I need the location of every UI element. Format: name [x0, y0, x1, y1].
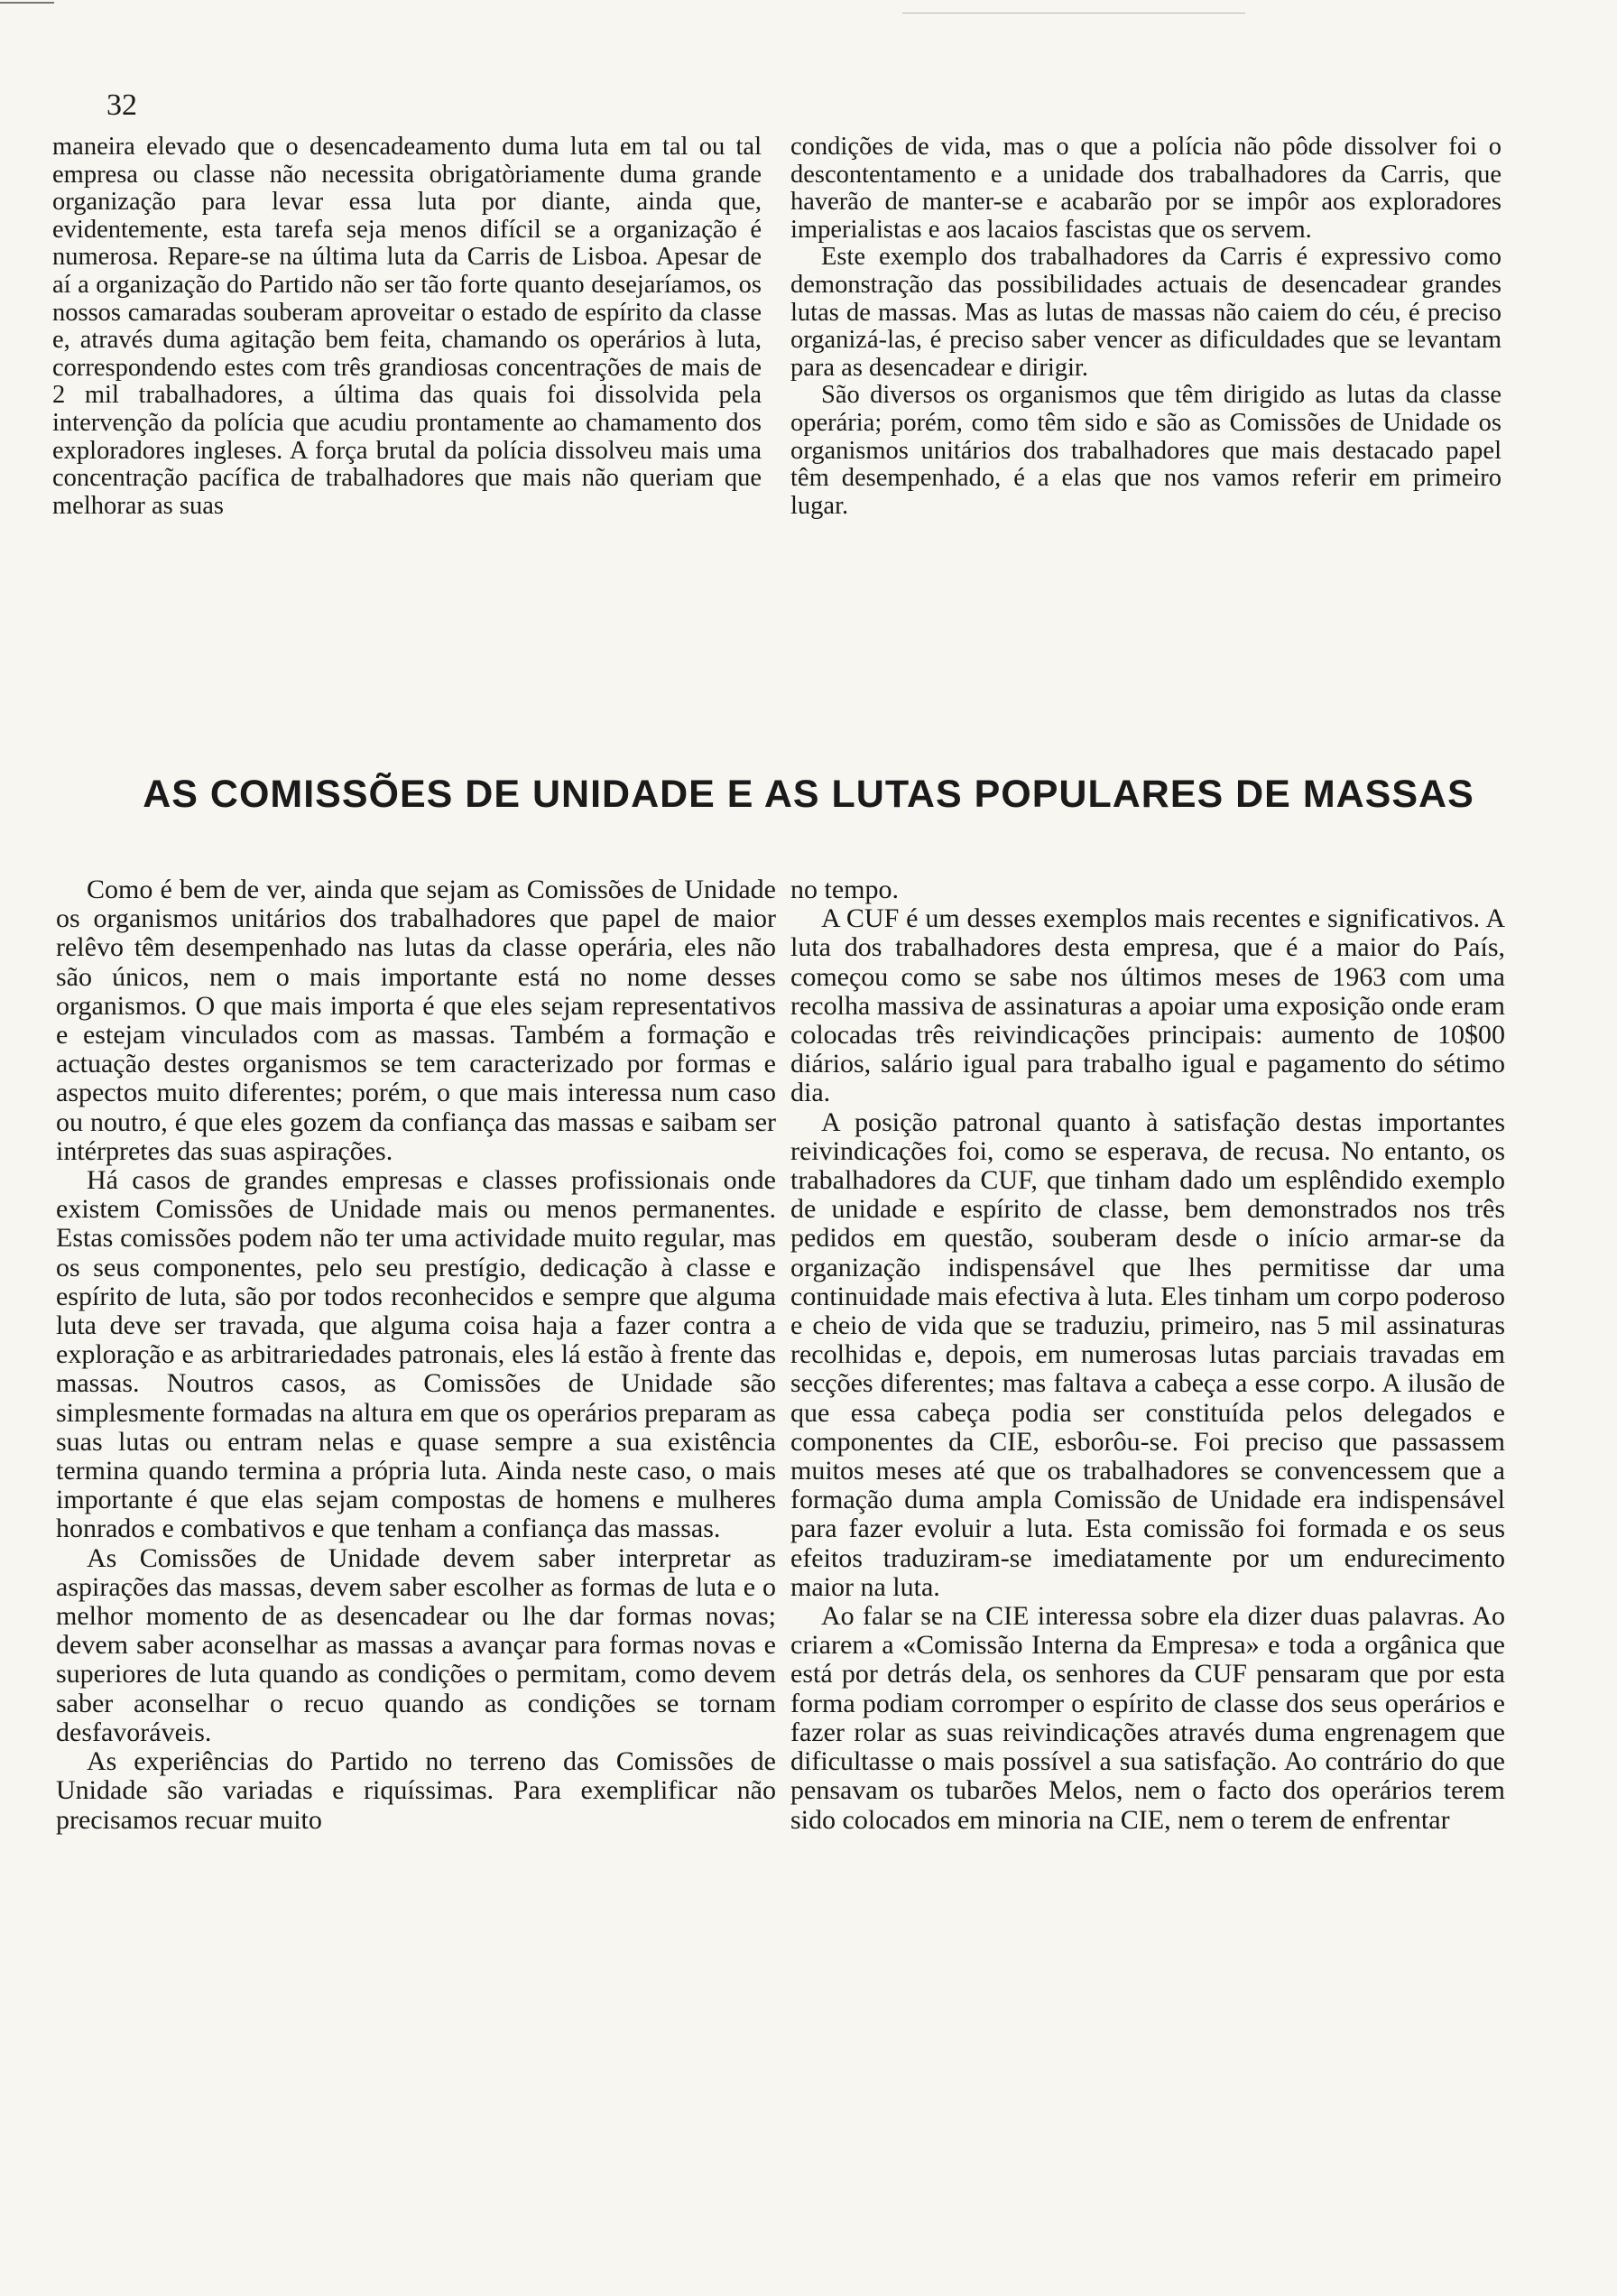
- top-right-column: [790, 134, 1502, 520]
- scan-edge-mark: [0, 2, 54, 4]
- paragraph: A posição patronal quanto à satisfação destas importantes reivindicações foi, como se esperava, de recusa. No entanto, os trabalhadores da CUF, que tinham dado um esplêndido exemplo de unidade e espírito de classe, bem demonstrados nos três pedidos em questão, souberam desde o início armar-se da organização indispensável que lhes permitisse dar uma continuidade mais efectiva à luta. Eles tinham um corpo poderoso e cheio de vida que se traduziu, primeiro, nas 5 mil assinaturas recolhidas e, depois, em numerosas lutas parciais travadas em secções diferentes; mas faltava a cabeça a esse corpo. A ilusão de que essa cabeça podia ser constituída pelos delegados e componentes da CIE, esborôu-se. Foi preciso que passassem muitos meses até que os trabalhadores se convencessem que a formação duma ampla Comissão de Unidade era indispensável para fazer evoluir a luta. Esta comissão foi formada e os seus efeitos traduziram-se imediatamente por um endurecimento maior na luta.: [790, 1106, 1505, 1602]
- paragraph: Este exemplo dos trabalhadores da Carris é expressivo como demonstração das possibilidades actuais de desencadear grandes lutas de massas. Mas as lutas de massas não caiem do céu, é preciso organizá-las, é preciso saber vencer as dificuldades que se levantam para as desencadear e dirigir.: [790, 243, 1502, 382]
- top-rule: [902, 13, 1245, 14]
- paragraph: Como é bem de ver, ainda que sejam as Comissões de Unidade os organismos unitários dos trabalhadores que papel de maior relêvo têm desempenhado nas lutas da classe operária, eles não são únicos, nem o mais importante está no nome desses organismos. O que mais importa é que eles sejam representativos e estejam vinculados com as massas. Também a formação e actuação destes organismos se tem caracterizado por formas e aspectos muito diferentes; porém, o que mais interessa num caso ou noutro, é que eles gozem da confiança das massas e saibam ser intérpretes das suas aspirações.: [56, 875, 776, 1166]
- page-number: 32: [106, 88, 137, 122]
- paragraph: Há casos de grandes empresas e classes profissionais onde existem Comissões de Unidade mais ou menos permanentes. Estas comissões podem não ter uma actividade muito regular, mas os seus componentes, pelo seu prestígio, dedicação à classe e espírito de luta, são por todos reconhecidos e sempre que alguma luta deve ser travada, que alguma coisa haja a fazer contra a exploração e as arbitrariedades patronais, eles lá estão à frente das massas. Noutros casos, as Comissões de Unidade são simplesmente formadas na altura em que os operários preparam as suas lutas ou entram nelas e quase sempre a sua existência termina quando termina a própria luta. Ainda neste caso, o mais importante é que elas sejam compostas de homens e mulheres honrados e combativos e que tenham a confiança das massas.: [56, 1165, 776, 1544]
- paragraph: As Comissões de Unidade devem saber interpretar as aspirações das massas, devem saber escolher as formas de luta e o melhor momento de as desencadear ou lhe dar formas novas; devem saber aconselhar as massas a avançar para formas novas e superiores de luta quando as condições o permitam, como devem saber aconselhar o recuo quando as condições se tornam desfavoráveis.: [56, 1542, 776, 1747]
- paragraph: Ao falar se na CIE interessa sobre ela dizer duas palavras. Ao criarem a «Comissão Interna da Empresa» e toda a orgânica que está por detrás dela, os senhores da CUF pensaram que por esta forma podiam corromper o espírito de classe dos seus operários e fazer rolar as suas reivindicações através duma engrenagem que dificultasse o mais possível a sua satisfação. Ao contrário do que pensavam os tubarões Melos, nem o facto dos operários terem sido colocados em minoria na CIE, nem o terem de enfrentar: [790, 1601, 1505, 1835]
- section-heading: AS COMISSÕES DE UNIDADE E AS LUTAS POPULARES DE MASSAS: [143, 773, 1474, 816]
- paragraph: São diversos os organismos que têm dirigido as lutas da classe operária; porém, como têm sido e são as Comissões de Unidade os organismos unitários dos trabalhadores que mais destacado papel têm desempenhado, é a elas que nos vamos referir em primeiro lugar.: [790, 381, 1502, 520]
- top-left-column: [52, 134, 762, 520]
- paragraph: As experiências do Partido no terreno das Comissões de Unidade são variadas e riquíssimas. Para exemplificar não precisamos recuar muito: [56, 1746, 776, 1835]
- bottom-right-column: [790, 875, 1505, 1835]
- paragraph: A CUF é um desses exemplos mais recentes e significativos. A luta dos trabalhadores desta empresa, que é a maior do País, começou como se sabe nos últimos meses de 1963 com uma recolha massiva de assinaturas a apoiar uma exposição onde eram colocadas três reivindicações principais: aumento de 10$00 diários, salário igual para trabalho igual e pagamento do sétimo dia.: [790, 903, 1505, 1108]
- bottom-left-column: [56, 875, 776, 1835]
- paragraph: maneira elevado que o desencadeamento duma luta em tal ou tal empresa ou classe não necessita obrigatòriamente duma grande organização para levar essa luta por diante, ainda que, evidentemente, esta tarefa seja menos difícil se a organização é numerosa. Repare-se na última luta da Carris de Lisboa. Apesar de aí a organização do Partido não ser tão forte quanto desejaríamos, os nossos camaradas souberam aproveitar o estado de espírito da classe e, através duma agitação bem feita, chamando os operários à luta, correspondendo estes com três grandiosas concentrações de mais de 2 mil trabalhadores, a última das quais foi dissolvida pela intervenção da polícia que acudiu prontamente ao chamamento dos exploradores ingleses. A força brutal da polícia dissolveu mais uma concentração pacífica de trabalhadores que mais não queriam que melhorar as suas: [52, 133, 762, 520]
- paragraph: no tempo.: [790, 875, 899, 904]
- paragraph: condições de vida, mas o que a polícia não pôde dissolver foi o descontentamento e a unidade dos trabalhadores da Carris, que haverão de manter-se e acabarão por se impôr aos exploradores imperialistas e aos lacaios fascistas que os servem.: [790, 133, 1502, 244]
